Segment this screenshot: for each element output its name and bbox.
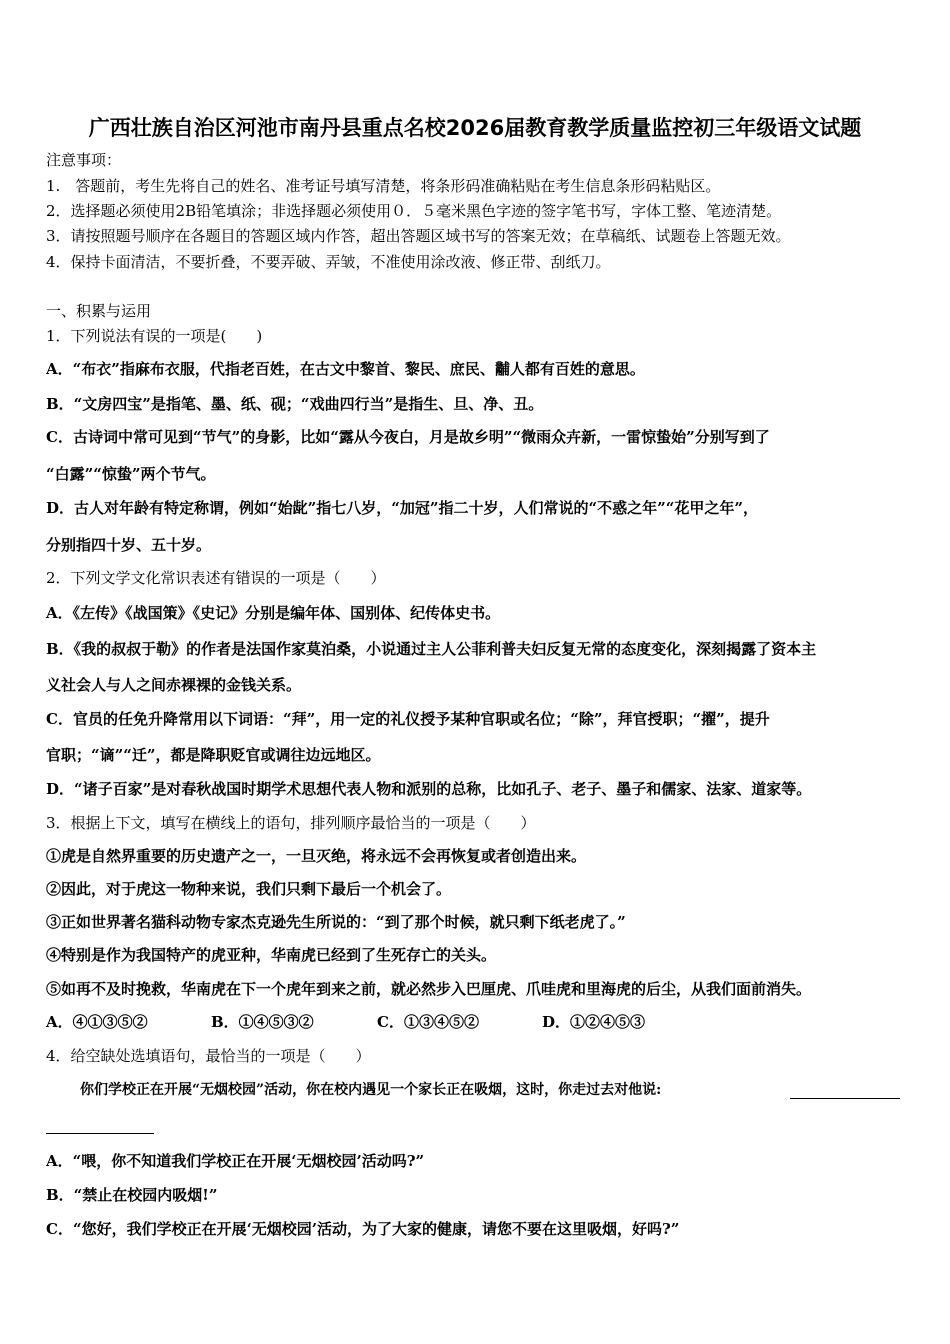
question-3-stem: 3．根据上下文，填写在横线上的语句，排列顺序最恰当的一项是（ ） [46,814,536,832]
q1-option-b: B．“文房四宝”是指笔、墨、纸、砚；“戏曲四行当”是指生、旦、净、丑。 [46,395,544,413]
q1-option-d-cont: 分别指四十岁、五十岁。 [46,536,212,554]
answer-blank-cont [46,1133,154,1134]
notice-item: 1. 答题前，考生先将自己的姓名、准考证号填写清楚，将条形码准确粘贴在考生信息条形码粘贴区。 [46,177,721,195]
q2-option-c: C．官员的任免升降常用以下词语：“拜”，用一定的礼仪授予某种官职或名位；“除”，拜官授职；“擢”，提升 [46,710,770,728]
section-heading: 一、积累与运用 [46,302,152,320]
q2-option-d: D．“诸子百家”是对春秋战国时期学术思想代表人物和派别的总称，比如孔子、老子、墨子和儒家、法家、道家等。 [46,780,812,798]
answer-blank [790,1098,900,1099]
q3-sentence-2: ②因此，对于虎这一物种来说，我们只剩下最后一个机会了。 [46,880,452,898]
question-1-stem: 1．下列说法有误的一项是( ) [46,327,263,345]
q3-option-c: C．①③④⑤② [377,1013,479,1031]
q2-option-c-cont: 官职；“谪”“迁”，都是降职贬官或调往边远地区。 [46,746,381,764]
question-2-stem: 2．下列文学文化常识表述有错误的一项是（ ） [46,569,386,587]
q3-sentence-3: ③正如世界著名猫科动物专家杰克逊先生所说的：“到了那个时候，就只剩下纸老虎了。” [46,913,626,931]
q4-option-b: B．“禁止在校园内吸烟!” [46,1186,218,1204]
page-title: 广西壮族自治区河池市南丹县重点名校2026届教育教学质量监控初三年级语文试题 [88,116,862,140]
q3-sentence-4: ④特别是作为我国特产的虎亚种，华南虎已经到了生死存亡的关头。 [46,946,497,964]
q4-option-c: C．“您好，我们学校正在开展‘无烟校园’活动，为了大家的健康，请您不要在这里吸烟，好吗?” [46,1220,680,1238]
question-4-stem: 4．给空缺处选填语句，最恰当的一项是（ ） [46,1047,371,1065]
q2-option-a: A．《左传》《战国策》《史记》分别是编年体、国别体、纪传体史书。 [46,604,501,622]
q3-option-a: A．④①③⑤② [46,1013,148,1031]
notice-heading: 注意事项： [46,151,122,169]
q4-option-a: A．“喂，你不知道我们学校正在开展‘无烟校园’活动吗?” [46,1152,425,1170]
notice-item: 4．保持卡面清洁，不要折叠，不要弄破、弄皱，不准使用涂改液、修正带、刮纸刀。 [46,253,611,271]
q1-option-d: D．古人对年龄有特定称谓，例如“始龀”指七八岁，“加冠”指二十岁，人们常说的“不惑之年”“花甲之年”， [46,499,759,517]
notice-item: 2．选择题必须使用2B铅笔填涂；非选择题必须使用０．５毫米黑色字迹的签字笔书写，字体工整、笔迹清楚。 [46,202,782,220]
q3-option-b: B．①④⑤③② [211,1013,314,1031]
q1-option-c-cont: “白露”“惊蛰”两个节气。 [46,465,216,483]
q4-passage: 你们学校正在开展“无烟校园”活动，你在校内遇见一个家长正在吸烟，这时，你走过去对他说: [80,1082,662,1098]
q3-sentence-5: ⑤如再不及时挽救，华南虎在下一个虎年到来之前，就必然步入巴厘虎、爪哇虎和里海虎的后尘，从我们面前消失。 [46,980,812,998]
q2-option-b-cont: 义社会人与人之间赤裸裸的金钱关系。 [46,676,302,694]
q1-option-c: C．古诗词中常可见到“节气”的身影，比如“露从今夜白，月是故乡明”“微雨众卉新，一雷惊蛰始”分别写到了 [46,428,770,446]
q3-sentence-1: ①虎是自然界重要的历史遗产之一，一旦灭绝，将永远不会再恢复或者创造出来。 [46,847,587,865]
q1-option-a: A．“布衣”指麻布衣服，代指老百姓，在古文中黎首、黎民、庶民、黼人都有百姓的意思。 [46,360,645,378]
notice-item: 3．请按照题号顺序在各题目的答题区域内作答，超出答题区域书写的答案无效；在草稿纸、试题卷上答题无效。 [46,227,791,245]
q3-option-d: D．①②④⑤③ [542,1013,646,1031]
q2-option-b: B．《我的叔叔于勒》的作者是法国作家莫泊桑，小说通过主人公菲利普夫妇反复无常的态度变化，深刻揭露了资本主 [46,640,817,658]
